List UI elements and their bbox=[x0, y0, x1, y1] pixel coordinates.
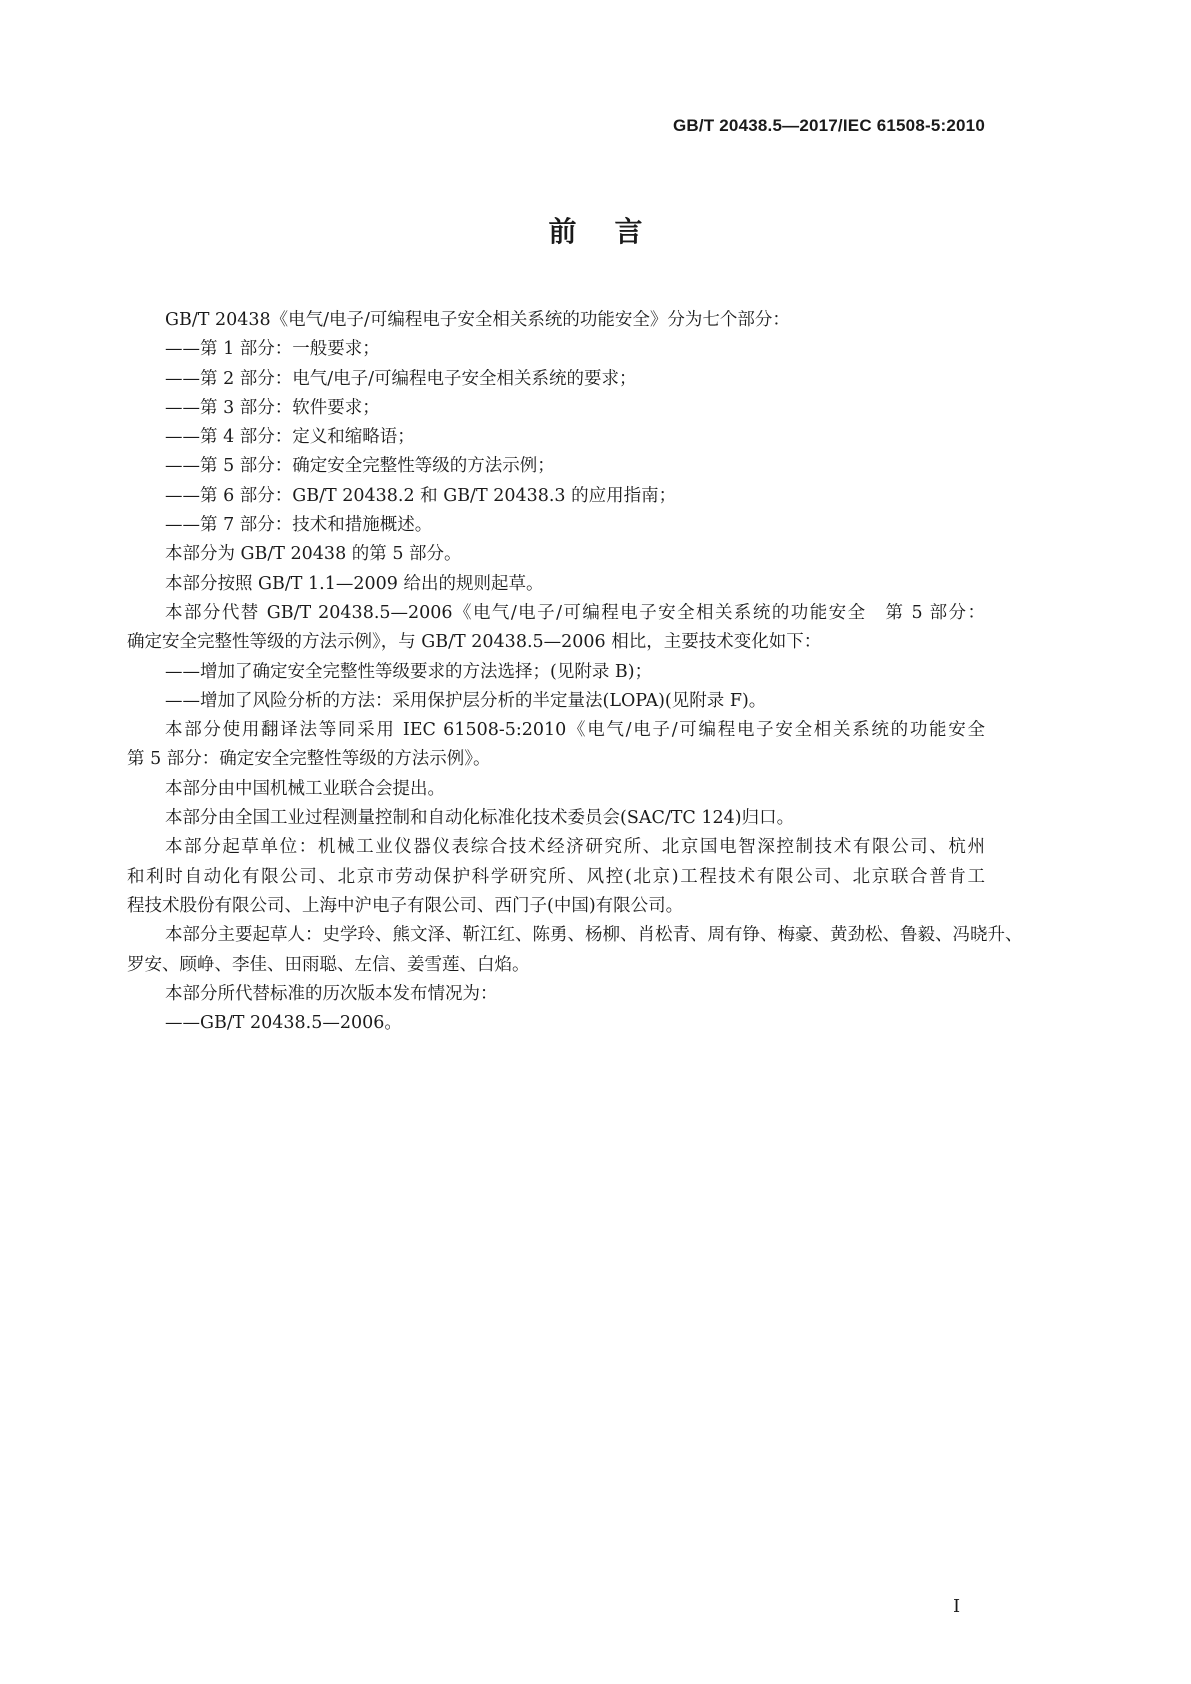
text-line: ——增加了确定安全完整性等级要求的方法选择；(见附录 B)； bbox=[165, 661, 653, 682]
text-line: GB/T 20438《电气/电子/可编程电子安全相关系统的功能安全》分为七个部分： bbox=[165, 310, 790, 330]
foreword-body bbox=[127, 306, 1023, 1038]
text-line: ——第 4 部分：定义和缩略语； bbox=[165, 427, 415, 448]
page-title: 前言 bbox=[548, 215, 681, 248]
text-line: ——增加了风险分析的方法：采用保护层分析的半定量法(LOPA)(见附录 F)。 bbox=[165, 690, 767, 711]
text-line: 和利时自动化有限公司、北京市劳动保护科学研究所、风控(北京)工程技术有限公司、北京联合普肯工 bbox=[127, 866, 985, 887]
standard-number-header: GB/T 20438.5—2017/IEC 61508-5:2010 bbox=[672, 116, 985, 135]
text-line: ——第 6 部分：GB/T 20438.2 和 GB/T 20438.3 的应用指南； bbox=[165, 485, 677, 506]
text-line: 本部分所代替标准的历次版本发布情况为： bbox=[165, 983, 498, 1004]
text-line: 确定安全完整性等级的方法示例》，与 GB/T 20438.5—2006 相比，主要技术变化如下： bbox=[127, 632, 822, 653]
text-line: ——第 3 部分：软件要求； bbox=[165, 397, 380, 418]
text-line: 程技术股份有限公司、上海中沪电子有限公司、西门子(中国)有限公司。 bbox=[127, 895, 684, 916]
text-line: ——第 5 部分：确定安全完整性等级的方法示例； bbox=[165, 456, 555, 477]
text-line: 本部分代替 GB/T 20438.5—2006《电气/电子/可编程电子安全相关系统的功能安全 第 5 部分： bbox=[165, 602, 985, 623]
text-line: ——GB/T 20438.5—2006。 bbox=[165, 1013, 402, 1034]
page-number: I bbox=[953, 1596, 961, 1617]
text-line: ——第 7 部分：技术和措施概述。 bbox=[165, 515, 433, 536]
text-line: ——第 1 部分：一般要求； bbox=[165, 339, 380, 360]
text-line: 本部分按照 GB/T 1.1—2009 给出的规则起草。 bbox=[165, 573, 544, 594]
text-line: 本部分起草单位：机械工业仪器仪表综合技术经济研究所、北京国电智深控制技术有限公司、杭州 bbox=[165, 837, 985, 858]
text-line: 本部分为 GB/T 20438 的第 5 部分。 bbox=[165, 544, 462, 565]
text-line: 本部分由全国工业过程测量控制和自动化标准化技术委员会(SAC/TC 124)归口。 bbox=[165, 808, 795, 829]
text-line: 本部分由中国机械工业联合会提出。 bbox=[165, 778, 445, 799]
text-line: 本部分主要起草人：史学玲、熊文泽、靳江红、陈勇、杨柳、肖松青、周有铮、梅豪、黄劲松、鲁毅、冯晓升、 bbox=[165, 925, 1023, 946]
text-line: 本部分使用翻译法等同采用 IEC 61508-5:2010《电气/电子/可编程电子安全相关系统的功能安全 bbox=[165, 720, 985, 741]
text-line: 罗安、顾峥、李佳、田雨聪、左信、姜雪莲、白焰。 bbox=[127, 954, 530, 975]
text-line: ——第 2 部分：电气/电子/可编程电子安全相关系统的要求； bbox=[165, 368, 637, 389]
text-line: 第 5 部分：确定安全完整性等级的方法示例》。 bbox=[127, 749, 491, 770]
